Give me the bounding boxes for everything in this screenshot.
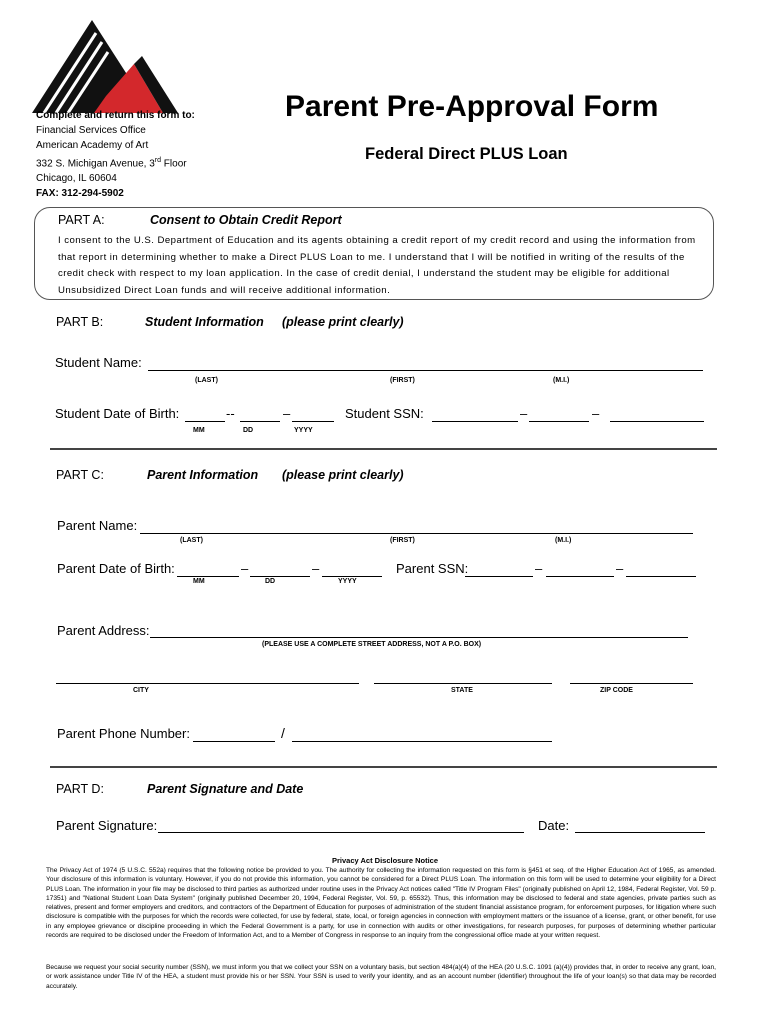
- signature-date-field[interactable]: [575, 832, 705, 833]
- part-d-title: Parent Signature and Date: [147, 782, 304, 796]
- student-first-caption: (FIRST): [390, 377, 415, 384]
- parent-ssn-part1-field[interactable]: [465, 576, 533, 577]
- academy-logo-icon: [30, 18, 180, 113]
- parent-dob-dd-field[interactable]: [250, 576, 310, 577]
- parent-name-field[interactable]: [140, 533, 693, 534]
- parent-phone-area-field[interactable]: [193, 741, 275, 742]
- student-ssn-label: Student SSN:: [345, 406, 424, 421]
- part-a-label: PART A:: [58, 213, 105, 227]
- parent-last-caption: (LAST): [180, 537, 203, 544]
- student-ssn-part1-field[interactable]: [432, 421, 518, 422]
- return-label: Complete and return this form to:: [36, 110, 195, 121]
- parent-dob-mm-field[interactable]: [177, 576, 239, 577]
- parent-zip-field[interactable]: [570, 683, 693, 684]
- return-line-3: 332 S. Michigan Avenue, 3rd Floor: [36, 157, 187, 170]
- privacy-paragraph-2: Because we request your social security number (SSN), we must inform you that we collect your SSN on a voluntary basis, but section 484(a)(4) of the HEA (20 U.S.C. 1091 (a)(4)) provides that, in order to receive any grant, loan, or work assistance under Title IV of the HEA, a student must provide his or her SSN. Your SSN is used to verify your identity, and as an account number (identifier) throughout the life of your loan(s) so that data may be recorded accurately.: [46, 964, 716, 990]
- student-dob-yyyy-caption: YYYY: [294, 427, 313, 434]
- parent-city-field[interactable]: [56, 683, 359, 684]
- parent-dob-yyyy-field[interactable]: [322, 576, 382, 577]
- parent-mi-caption: (M.I.): [555, 537, 572, 544]
- page-subtitle: Federal Direct PLUS Loan: [365, 145, 568, 163]
- parent-address-field[interactable]: [150, 637, 688, 638]
- parent-state-field[interactable]: [374, 683, 552, 684]
- city-caption: CITY: [133, 687, 149, 694]
- parent-first-caption: (FIRST): [390, 537, 415, 544]
- parent-dob-dd-caption: DD: [265, 578, 276, 585]
- consent-text: I consent to the U.S. Department of Education and its agents obtaining a credit report of my credit record and using the information from that report in determining whether to make a Direct PLUS Loan to me. I understand that I will be notified in writing of the results of the credit check with respect to my loan application. In the case of credit denial, I understand the student may be eligible for additional Unsubsidized Direct Loan funds and will receive additional information.: [58, 235, 696, 296]
- part-a-title: Consent to Obtain Credit Report: [150, 213, 342, 227]
- parent-ssn-part3-field[interactable]: [626, 576, 696, 577]
- student-dob-mm-field[interactable]: [185, 421, 225, 422]
- student-dob-yyyy-field[interactable]: [292, 421, 334, 422]
- parent-ssn-part2-field[interactable]: [546, 576, 614, 577]
- student-dob-mm-caption: MM: [193, 427, 205, 434]
- address-caption: (PLEASE USE A COMPLETE STREET ADDRESS, NOT A P.O. BOX): [262, 641, 482, 648]
- student-ssn-part2-field[interactable]: [529, 421, 589, 422]
- student-last-caption: (LAST): [195, 377, 218, 384]
- parent-signature-label: Parent Signature:: [56, 818, 158, 833]
- date-label: Date:: [538, 818, 570, 833]
- privacy-paragraph-1: The Privacy Act of 1974 (5 U.S.C. 552a) requires that the following notice be provided to you. The authority for collecting the information requested on this form is §451 et seq. of the Higher Education Act of 1965, as amended. Your disclosure of this information is voluntary. However, if you do not provide this information, you cannot be considered for a Direct PLUS Loan. The information on this form will be used to determine your eligibility for a Direct PLUS Loan. The information in your file may be disclosed to third parties as authorized under routine uses in the Privacy Act notices called "Title IV Program Files" (originally published on April 12, 1984, Federal Register, Vol. 59 p. 17351) and "National Student Loan Data System" (originally published December 20, 1994, Federal Register, Vol. 59, p. 65532). Thus, this information may be disclosed to federal and state agencies, private parties such as relatives, present and former employers and creditors, and contractors of the Department of Education for purposes of administration of the student financial assistance program, for enforcement purposes, for litigation where such disclosure is compatible with the purposes for which the records were collected, for use by federal, state, local, or foreign agencies in connection with employment matters or the issuance of a license, grant, or other benefit, for use in any employee grievance or discipline proceeding in which the Federal Government is a party, for use in connection with audits or other investigations, for research purposes, for purposes of determining whether particular records are required to be disclosed under the Freedom of Information Act, and to a Member of Congress in response to an inquiry from the congressional office made at your written request.: [46, 867, 716, 940]
- parent-dob-label: Parent Date of Birth:: [57, 561, 175, 576]
- part-b-label: PART B:: [56, 315, 104, 329]
- part-c-label: PART C:: [56, 468, 104, 482]
- student-dob-dd-field[interactable]: [240, 421, 280, 422]
- privacy-title: Privacy Act Disclosure Notice: [331, 856, 439, 865]
- parent-ssn-label: Parent SSN:: [396, 561, 469, 576]
- part-b-title: Student Information: [145, 315, 264, 329]
- parent-phone-label: Parent Phone Number:: [57, 726, 190, 741]
- return-line-4: Chicago, IL 60604: [36, 173, 117, 185]
- parent-signature-field[interactable]: [158, 832, 524, 833]
- return-fax: FAX: 312-294-5902: [36, 188, 124, 200]
- student-dob-dd-caption: DD: [243, 427, 254, 434]
- parent-dob-mm-caption: MM: [193, 578, 205, 585]
- return-line-1: Financial Services Office: [36, 125, 146, 136]
- student-mi-caption: (M.I.): [553, 377, 570, 384]
- part-c-title: Parent Information: [147, 468, 259, 482]
- zip-caption: ZIP CODE: [600, 687, 633, 694]
- page-title: Parent Pre-Approval Form: [285, 90, 659, 123]
- parent-name-label: Parent Name:: [57, 518, 138, 533]
- return-line-2: American Academy of Art: [36, 140, 149, 151]
- parent-phone-number-field[interactable]: [292, 741, 552, 742]
- part-c-note: (please print clearly): [282, 468, 404, 482]
- student-name-field[interactable]: [148, 370, 703, 371]
- divider-b-c: [50, 448, 717, 450]
- parent-address-label: Parent Address:: [57, 623, 150, 638]
- student-dob-label: Student Date of Birth:: [55, 406, 180, 421]
- part-b-note: (please print clearly): [282, 315, 404, 329]
- state-caption: STATE: [451, 687, 473, 694]
- part-d-label: PART D:: [56, 782, 104, 796]
- return-address: [36, 108, 195, 201]
- parent-dob-yyyy-caption: YYYY: [338, 578, 357, 585]
- student-ssn-part3-field[interactable]: [610, 421, 704, 422]
- student-name-label: Student Name:: [55, 355, 142, 370]
- divider-c-d: [50, 766, 717, 768]
